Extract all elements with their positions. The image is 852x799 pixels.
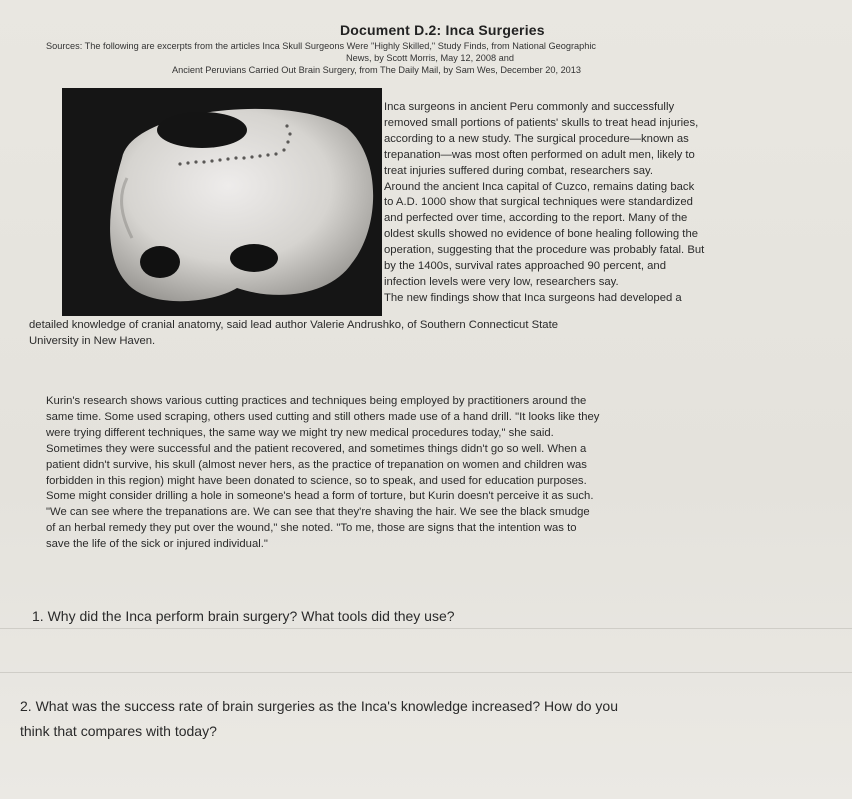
answer-divider [0, 672, 852, 673]
sources-line: Ancient Peruvians Carried Out Brain Surgery, from The Daily Mail, by Sam Wes, December 20, 2013 [172, 65, 582, 75]
text-line: same time. Some used scraping, others used cutting and still others made use of a hand drill. "It looks like they [46, 410, 600, 423]
text-line: detailed knowledge of cranial anatomy, said lead author Valerie Andrushko, of Southern Connecticut State [29, 319, 558, 331]
text-line: Around the ancient Inca capital of Cuzco, remains dating back [384, 180, 695, 193]
sources-citation [46, 40, 846, 76]
question-1: 1. Why did the Inca perform brain surgery? What tools did they use? [32, 608, 455, 624]
article-excerpt-wrapped [384, 100, 844, 307]
text-line: forbidden in this region) might have been donated to science, so to speak, and used for education purposes. [46, 474, 587, 487]
text-line: removed small portions of patients' skulls to treat head injuries, [384, 116, 699, 129]
text-line: save the life of the sick or injured individual." [46, 538, 268, 551]
text-line: and perfected over time, according to the report. Many of the [384, 212, 688, 225]
text-line: by the 1400s, survival rates approached 90 percent, and [384, 260, 666, 273]
question-line: 2. What was the success rate of brain surgeries as the Inca's knowledge increased? How do you [20, 698, 618, 714]
text-line: patient didn't survive, his skull (almost never hers, as the practice of trepanation on women and children was [46, 458, 587, 471]
article-excerpt-continued [29, 318, 829, 350]
sources-line: Sources: The following are excerpts from the articles Inca Skull Surgeons Were "Highly Skilled," Study Finds, from National Geographic [46, 41, 597, 51]
kurin-research-paragraph [46, 394, 846, 553]
text-line: treat injuries suffered during combat, researchers say. [384, 164, 653, 177]
text-line: Kurin's research shows various cutting practices and techniques being employed by practitioners around the [46, 395, 587, 407]
text-line: according to a new study. The surgical procedure—known as [384, 132, 689, 145]
text-line: operation, suggesting that the procedure was probably fatal. But [384, 244, 705, 257]
text-line: infection levels were very low, researchers say. [384, 275, 619, 288]
sources-line: News, by Scott Morris, May 12, 2008 and [346, 53, 514, 63]
text-line: Sometimes they were successful and the patient recovered, and sometimes things didn't go so well. When a [46, 442, 587, 455]
text-line: The new findings show that Inca surgeons had developed a [384, 291, 682, 304]
text-line: were trying different techniques, the same way we might try new medical procedures today," she said. [46, 426, 554, 439]
skull-image [62, 88, 382, 316]
text-line: trepanation—was most often performed on adult men, likely to [384, 148, 695, 161]
question-2 [20, 694, 618, 744]
text-line: of an herbal remedy they put over the wound," she noted. "To me, those are signs that the intention was to [46, 522, 577, 535]
text-line: Inca surgeons in ancient Peru commonly and successfully [384, 101, 675, 113]
trepanned-skull-photo [62, 88, 382, 316]
answer-divider [0, 628, 852, 629]
text-line: oldest skulls showed no evidence of bone healing following the [384, 228, 699, 241]
text-line: Some might consider drilling a hole in someone's head a form of torture, but Kurin doesn't perceive it as such. [46, 490, 594, 503]
text-line: to A.D. 1000 show that surgical techniques were standardized [384, 196, 693, 209]
question-line: think that compares with today? [20, 723, 217, 739]
text-line: "We can see where the trepanations are. We can see that they're shaving the hair. We see the black smudge [46, 506, 590, 519]
text-line: University in New Haven. [29, 334, 156, 347]
document-title: Document D.2: Inca Surgeries [340, 22, 545, 38]
